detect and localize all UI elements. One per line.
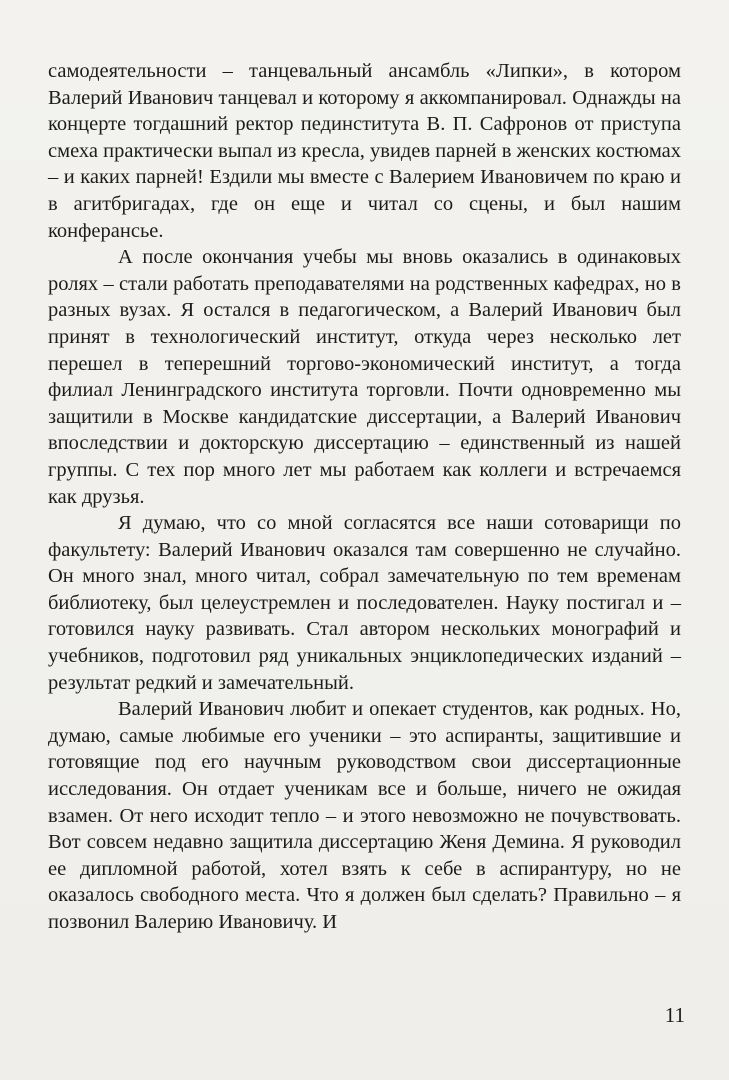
body-text (48, 58, 681, 936)
page-number: 11 (664, 1003, 685, 1027)
paragraph-3: Я думаю, что со мной согласятся все наши сотоварищи по факультету: Валерий Иванович оказался там совершенно не случайно. Он много знал, много читал, собрал замечательную по тем временам библиотеку, был целеустремлен и последователен. Науку постигал и – готовился науку развивать. Стал автором нескольких монографий и учебников, подготовил ряд уникальных энциклопедических изданий – результат редкий и замечательный. (48, 512, 681, 694)
paragraph-4: Валерий Иванович любит и опекает студентов, как родных. Но, думаю, самые любимые его ученики – это аспиранты, защитившие и готовящие под его научным руководством свои диссертационные исследования. Он отдает ученикам все и больше, ничего не ожидая взамен. От него исходит тепло – и этого невозможно не почувствовать. Вот совсем недавно защитила диссертацию Женя Демина. Я руководил ее дипломной работой, хотел взять к себе в аспирантуру, но не оказалось свободного места. Что я должен был сделать? Правильно – я позвонил Валерию Ивановичу. И (48, 698, 681, 933)
paragraph-2: А после окончания учебы мы вновь оказались в одинаковых ролях – стали работать преподавателями на родственных кафедрах, но в разных вузах. Я остался в педагогическом, а Валерий Иванович был принят в технологический институт, откуда через несколько лет перешел в теперешний торгово-экономический институт, а тогда филиал Ленинградского института торговли. Почти одновременно мы защитили в Москве кандидатские диссертации, а Валерий Иванович впоследствии и докторскую диссертацию – единственный из нашей группы. С тех пор много лет мы работаем как коллеги и встречаемся как друзья. (48, 246, 681, 508)
paragraph-1: самодеятельности – танцевальный ансамбль «Липки», в котором Валерий Иванович танцевал и которому я аккомпанировал. Однажды на концерте тогдашний ректор пединститута В. П. Сафронов от приступа смеха практически выпал из кресла, увидев парней в женских костюмах – и каких парней! Ездили мы вместе с Валерием Ивановичем по краю и в агитбригадах, где он еще и читал со сцены, и был нашим конферансье. (48, 60, 681, 242)
